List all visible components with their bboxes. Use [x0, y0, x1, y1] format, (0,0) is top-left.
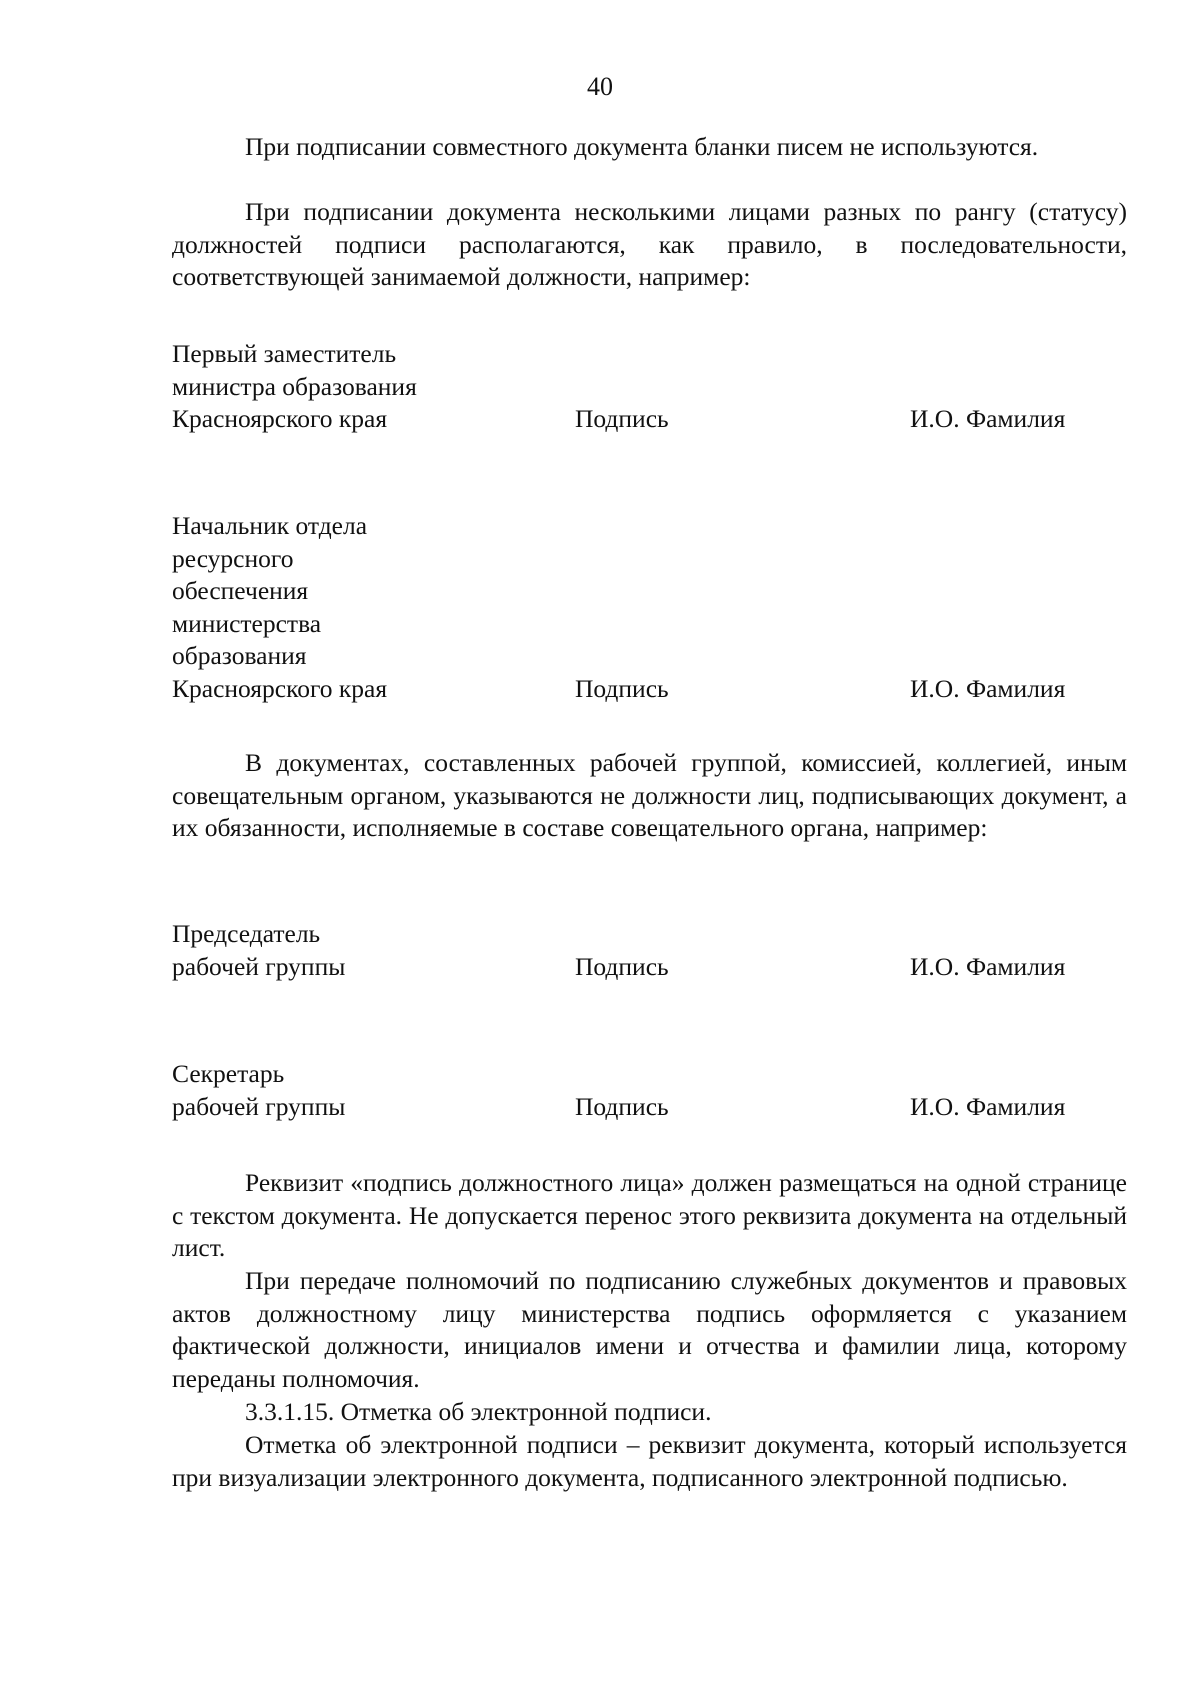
signature-block-first-deputy [172, 338, 1127, 436]
signature-block-chairman [172, 918, 1127, 983]
signatory-name: И.О. Фамилия [910, 404, 1066, 433]
signature-block-department-head [172, 510, 1127, 705]
paragraph-signature-placement: Реквизит «подпись должностного лица» должен размещаться на одной странице с текстом документа. Не допускается перенос этого реквизита документа на отдельный лист. [172, 1168, 1127, 1262]
paragraph-collegial-body: В документах, составленных рабочей группой, комиссией, коллегией, иным совещательным органом, указываются не должности лиц, подписывающих документ, а их обязанности, исполняемые в составе совещательного органа, например: [172, 748, 1127, 842]
paragraph-joint-document: При подписании совместного документа бланки писем не используются. [245, 132, 1039, 161]
signatory-name: И.О. Фамилия [910, 1091, 1066, 1121]
signature-placeholder: Подпись [575, 1091, 669, 1121]
signatory-position: Первый заместитель министра образования Красноярского края [172, 339, 417, 433]
signature-placeholder: Подпись [575, 951, 669, 981]
signatory-name: И.О. Фамилия [910, 951, 1066, 981]
signature-placeholder: Подпись [575, 673, 669, 703]
signatory-name: И.О. Фамилия [910, 673, 1066, 703]
section-heading-electronic-signature: 3.3.1.15. Отметка об электронной подписи. [245, 1397, 712, 1426]
page-number: 40 [587, 72, 613, 101]
paragraph-delegation: При передаче полномочий по подписанию служебных документов и правовых актов должностному лицу министерства подпись оформляется с указанием фактической должности, инициалов имени и отчества и фамилии лица, которому переданы полномочия. [172, 1266, 1127, 1393]
signatory-position: Начальник отдела ресурсного обеспечения министерства образования Красноярского края [172, 511, 388, 703]
signature-placeholder: Подпись [575, 404, 669, 433]
signature-block-secretary [172, 1058, 1127, 1123]
signatory-position: Секретарь рабочей группы [172, 1059, 346, 1121]
signatory-position: Председатель рабочей группы [172, 919, 346, 981]
paragraph-signature-order: При подписании документа несколькими лицами разных по рангу (статусу) должностей подписи располагаются, как правило, в последовательности, соответствующей занимаемой должности, например: [172, 197, 1127, 291]
paragraph-electronic-signature-mark: Отметка об электронной подписи – реквизит документа, который используется при визуализации электронного документа, подписанного электронной подписью. [172, 1430, 1127, 1492]
